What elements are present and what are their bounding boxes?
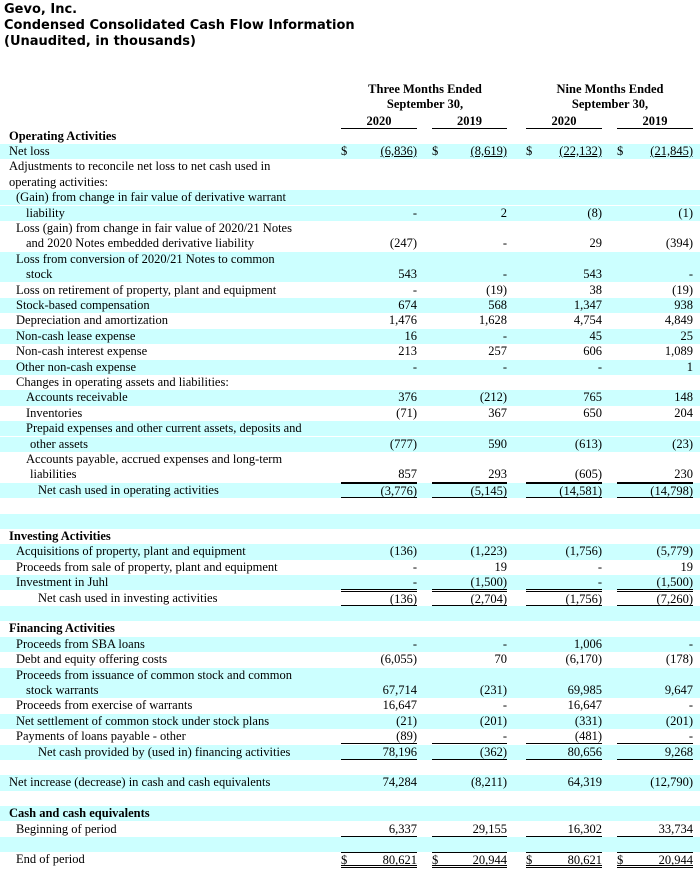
value-cell: 29,155 [432,822,507,837]
table-row [0,852,700,867]
row-label: Changes in operating assets and liabilities: [16,374,229,389]
report-title: Condensed Consolidated Cash Flow Information [4,18,355,33]
value-cell: 1,476 [388,313,417,328]
table-row [0,159,700,174]
year-header-q3-2019: 2019 [432,114,507,129]
year-header-9m-2019: 2019 [617,114,693,129]
value-cell: 257 [488,344,507,359]
table-row [0,236,700,251]
row-label: Other non-cash expense [16,359,137,374]
section-heading: Investing Activities [9,528,111,543]
value-cell: (331) [574,713,602,728]
value-cell: 1,006 [573,636,602,651]
value-text: (6,836) [380,143,417,158]
value-cell: 25 [680,328,693,343]
table-row [0,175,700,190]
dollar-sign: $ [526,853,533,868]
value-cell [617,852,693,867]
row-label: stock [26,267,53,282]
value-cell: (212) [479,390,507,405]
row-label: Loss from conversion of 2020/21 Notes to common [16,251,275,266]
value-cell: 376 [398,390,417,405]
value-cell: 9,647 [664,682,693,697]
value-cell: (201) [479,713,507,728]
value-cell: (6,170) [565,652,602,667]
row-label: Loss (gain) from change in fair value of 2020/21 Notes [16,220,292,235]
report-subtitle: (Unaudited, in thousands) [4,34,196,49]
row-label: Proceeds from sale of property, plant and equipment [16,559,278,574]
value-cell: 33,734 [617,822,693,837]
value-text: 80,621 [567,853,602,868]
value-cell: 69,985 [567,682,602,697]
table-row [0,698,700,713]
table-row [0,467,700,482]
table-row [0,621,700,636]
value-cell: - [688,698,693,713]
row-label: Investment in Juhl [16,575,109,590]
value-cell: 293 [432,467,507,482]
table-row [0,206,700,221]
table-row [0,683,700,698]
row-label: and 2020 Notes embedded derivative liability [26,236,255,251]
value-cell: - [597,559,602,574]
row-label: Net cash provided by (used in) financing activities [38,744,291,759]
table-row [0,806,700,821]
year-header-9m-2020: 2020 [526,114,602,129]
table-row [0,668,700,683]
table-row [0,283,700,298]
col-group-nine-months-line1: Nine Months Ended [556,82,664,96]
table-row [0,791,700,806]
value-cell: (1,756) [526,591,602,606]
row-label: liability [26,205,65,220]
value-cell: 674 [398,297,417,312]
value-cell: (613) [574,436,602,451]
value-cell: 1,347 [573,297,602,312]
value-cell: (136) [389,544,417,559]
table-row [0,298,700,313]
value-cell: - [617,729,693,744]
value-cell: (362) [432,745,507,760]
value-cell: (247) [389,236,417,251]
value-text: (21,845) [650,143,693,158]
value-cell: - [412,559,417,574]
value-cell [617,144,693,159]
row-label: Stock-based compensation [16,297,150,312]
row-label: Depreciation and amortization [16,313,169,328]
value-cell: - [502,236,507,251]
row-label: Payments of loans payable - other [16,729,186,744]
row-label: Prepaid expenses and other current assets, deposits and [26,421,302,436]
dollar-sign: $ [526,143,533,158]
row-label: stock warrants [26,682,99,697]
value-cell: (1,756) [565,544,602,559]
table-row [0,252,700,267]
value-cell: 16,647 [382,698,417,713]
value-cell: 1 [686,359,693,374]
table-row [0,267,700,282]
value-cell: (8) [587,205,602,220]
col-group-three-months-line1: Three Months Ended [368,82,482,96]
value-cell: 1,628 [478,313,507,328]
row-label: Accounts receivable [26,390,128,405]
value-cell: 45 [589,328,602,343]
value-cell: (2,704) [432,591,507,606]
table-row [0,329,700,344]
table-row [0,498,700,513]
row-label: Acquisitions of property, plant and equipment [16,544,246,559]
value-cell: 148 [674,390,693,405]
value-cell: 204 [674,405,693,420]
value-cell: (1,500) [432,575,507,590]
value-cell [341,144,417,159]
row-label: liabilities [30,467,77,482]
value-cell: (777) [389,436,417,451]
table-row [0,344,700,359]
value-cell: - [597,359,602,374]
row-label: Loss on retirement of property, plant and equipment [16,282,277,297]
table-row [0,313,700,328]
value-cell: 19 [494,559,507,574]
value-cell: (89) [341,729,417,744]
value-cell: (231) [479,682,507,697]
value-cell: 367 [488,405,507,420]
value-cell [432,144,507,159]
value-cell: 78,196 [341,745,417,760]
value-cell: - [412,205,417,220]
section-heading: Financing Activities [9,621,115,636]
table-row [0,437,700,452]
value-cell: 19 [680,559,693,574]
row-label: Net loss [9,143,50,158]
value-cell: 568 [488,297,507,312]
value-cell: - [502,267,507,282]
row-label: Beginning of period [16,821,117,836]
value-cell: 543 [583,267,602,282]
value-cell: 765 [583,390,602,405]
table-row [0,745,700,760]
value-cell: (201) [665,713,693,728]
table-row [0,129,700,144]
row-label: Inventories [26,405,83,420]
value-cell: 29 [589,236,602,251]
table-row [0,390,700,405]
value-cell: 857 [341,467,417,482]
table-row [0,637,700,652]
table-row [0,837,700,852]
value-cell: 64,319 [567,775,602,790]
value-cell: - [688,267,693,282]
table-row [0,529,700,544]
row-label: (Gain) from change in fair value of derivative warrant [16,190,287,205]
value-cell: (12,790) [650,775,693,790]
value-cell: 590 [488,436,507,451]
value-cell: - [341,575,417,590]
value-cell: (136) [341,591,417,606]
value-cell: - [502,359,507,374]
table-row [0,190,700,205]
table-row [0,406,700,421]
value-cell: 38 [589,282,602,297]
value-cell: 1,089 [664,344,693,359]
value-cell: - [526,575,602,590]
value-cell: (1,223) [470,544,507,559]
value-cell: (5,145) [432,483,507,498]
value-cell: - [412,282,417,297]
table-row [0,452,700,467]
dollar-sign: $ [432,143,439,158]
value-text: (8,619) [470,143,507,158]
value-cell: 606 [583,344,602,359]
value-cell: 543 [398,267,417,282]
table-row [0,360,700,375]
value-cell: (5,779) [656,544,693,559]
value-cell: (6,055) [380,652,417,667]
value-cell: 16,647 [567,698,602,713]
value-cell: (21) [396,713,417,728]
table-row [0,714,700,729]
value-cell: (7,260) [617,591,693,606]
year-header-q3-2020: 2020 [341,114,417,129]
company-name: Gevo, Inc. [4,2,78,17]
dollar-sign: $ [617,143,624,158]
row-label: Proceeds from issuance of common stock and common [16,667,292,682]
table-row [0,483,700,498]
row-label: Proceeds from exercise of warrants [16,698,193,713]
value-cell: - [502,698,507,713]
value-cell: - [412,636,417,651]
table-row [0,575,700,590]
table-row [0,591,700,606]
row-label: End of period [16,852,85,867]
value-cell: 16 [404,328,417,343]
section-heading: Operating Activities [9,128,117,143]
table-row [0,514,700,529]
value-cell: 9,268 [617,745,693,760]
value-cell: 2 [500,205,507,220]
value-cell: (1,500) [617,575,693,590]
table-row [0,606,700,621]
value-cell: 230 [617,467,693,482]
value-cell: 650 [583,405,602,420]
value-cell: - [412,359,417,374]
value-cell: 4,849 [664,313,693,328]
table-row [0,560,700,575]
value-cell [526,852,602,867]
value-cell: 213 [398,344,417,359]
value-cell: (14,581) [526,483,602,498]
row-label: Adjustments to reconcile net loss to net cash used in [9,159,271,174]
value-text: 80,621 [382,853,417,868]
value-cell: (8,211) [471,775,507,790]
value-text: (22,132) [559,143,602,158]
table-row [0,729,700,744]
value-cell: 6,337 [341,822,417,837]
dollar-sign: $ [432,853,439,868]
value-cell: - [502,636,507,651]
value-cell [526,144,602,159]
value-cell: (23) [672,436,693,451]
value-cell: - [688,636,693,651]
value-cell [432,852,507,867]
value-cell: (14,798) [617,483,693,498]
dollar-sign: $ [341,143,348,158]
value-cell: (481) [526,729,602,744]
table-row [0,775,700,790]
value-cell: 4,754 [573,313,602,328]
row-label: Non-cash interest expense [16,344,148,359]
table-row [0,144,700,159]
row-label: Proceeds from SBA loans [16,636,145,651]
col-group-three-months-line2: September 30, [386,97,464,111]
value-cell: (71) [396,405,417,420]
value-cell: 80,656 [526,745,602,760]
value-cell: (178) [665,652,693,667]
table-row [0,421,700,436]
value-cell: 67,714 [382,682,417,697]
value-text: 20,944 [658,853,693,868]
dollar-sign: $ [617,853,624,868]
value-cell: - [502,328,507,343]
value-cell: (19) [672,282,693,297]
table-row [0,544,700,559]
row-label: Non-cash lease expense [16,328,136,343]
row-label: Net cash used in investing activities [38,590,218,605]
value-cell: 70 [494,652,507,667]
row-label: Net increase (decrease) in cash and cash equivalents [9,775,271,790]
table-row [0,375,700,390]
table-row [0,822,700,837]
dollar-sign: $ [341,853,348,868]
value-cell: (3,776) [341,483,417,498]
row-label: Accounts payable, accrued expenses and long-term [26,451,283,466]
row-label: Net settlement of common stock under stock plans [16,713,270,728]
col-group-nine-months-line2: September 30, [571,97,649,111]
value-cell [341,852,417,867]
table-row [0,652,700,667]
value-cell: 16,302 [526,822,602,837]
value-text: 20,944 [472,853,507,868]
value-cell: (394) [665,236,693,251]
row-label: operating activities: [9,174,108,189]
table-row [0,221,700,236]
section-heading: Cash and cash equivalents [9,806,150,821]
value-cell: 74,284 [382,775,417,790]
value-cell: 938 [674,297,693,312]
value-cell: (1) [678,205,693,220]
row-label: Net cash used in operating activities [38,482,219,497]
row-label: Debt and equity offering costs [16,652,168,667]
table-row [0,760,700,775]
value-cell: (605) [526,467,602,482]
value-cell: - [432,729,507,744]
value-cell: (19) [486,282,507,297]
row-label: other assets [30,436,88,451]
